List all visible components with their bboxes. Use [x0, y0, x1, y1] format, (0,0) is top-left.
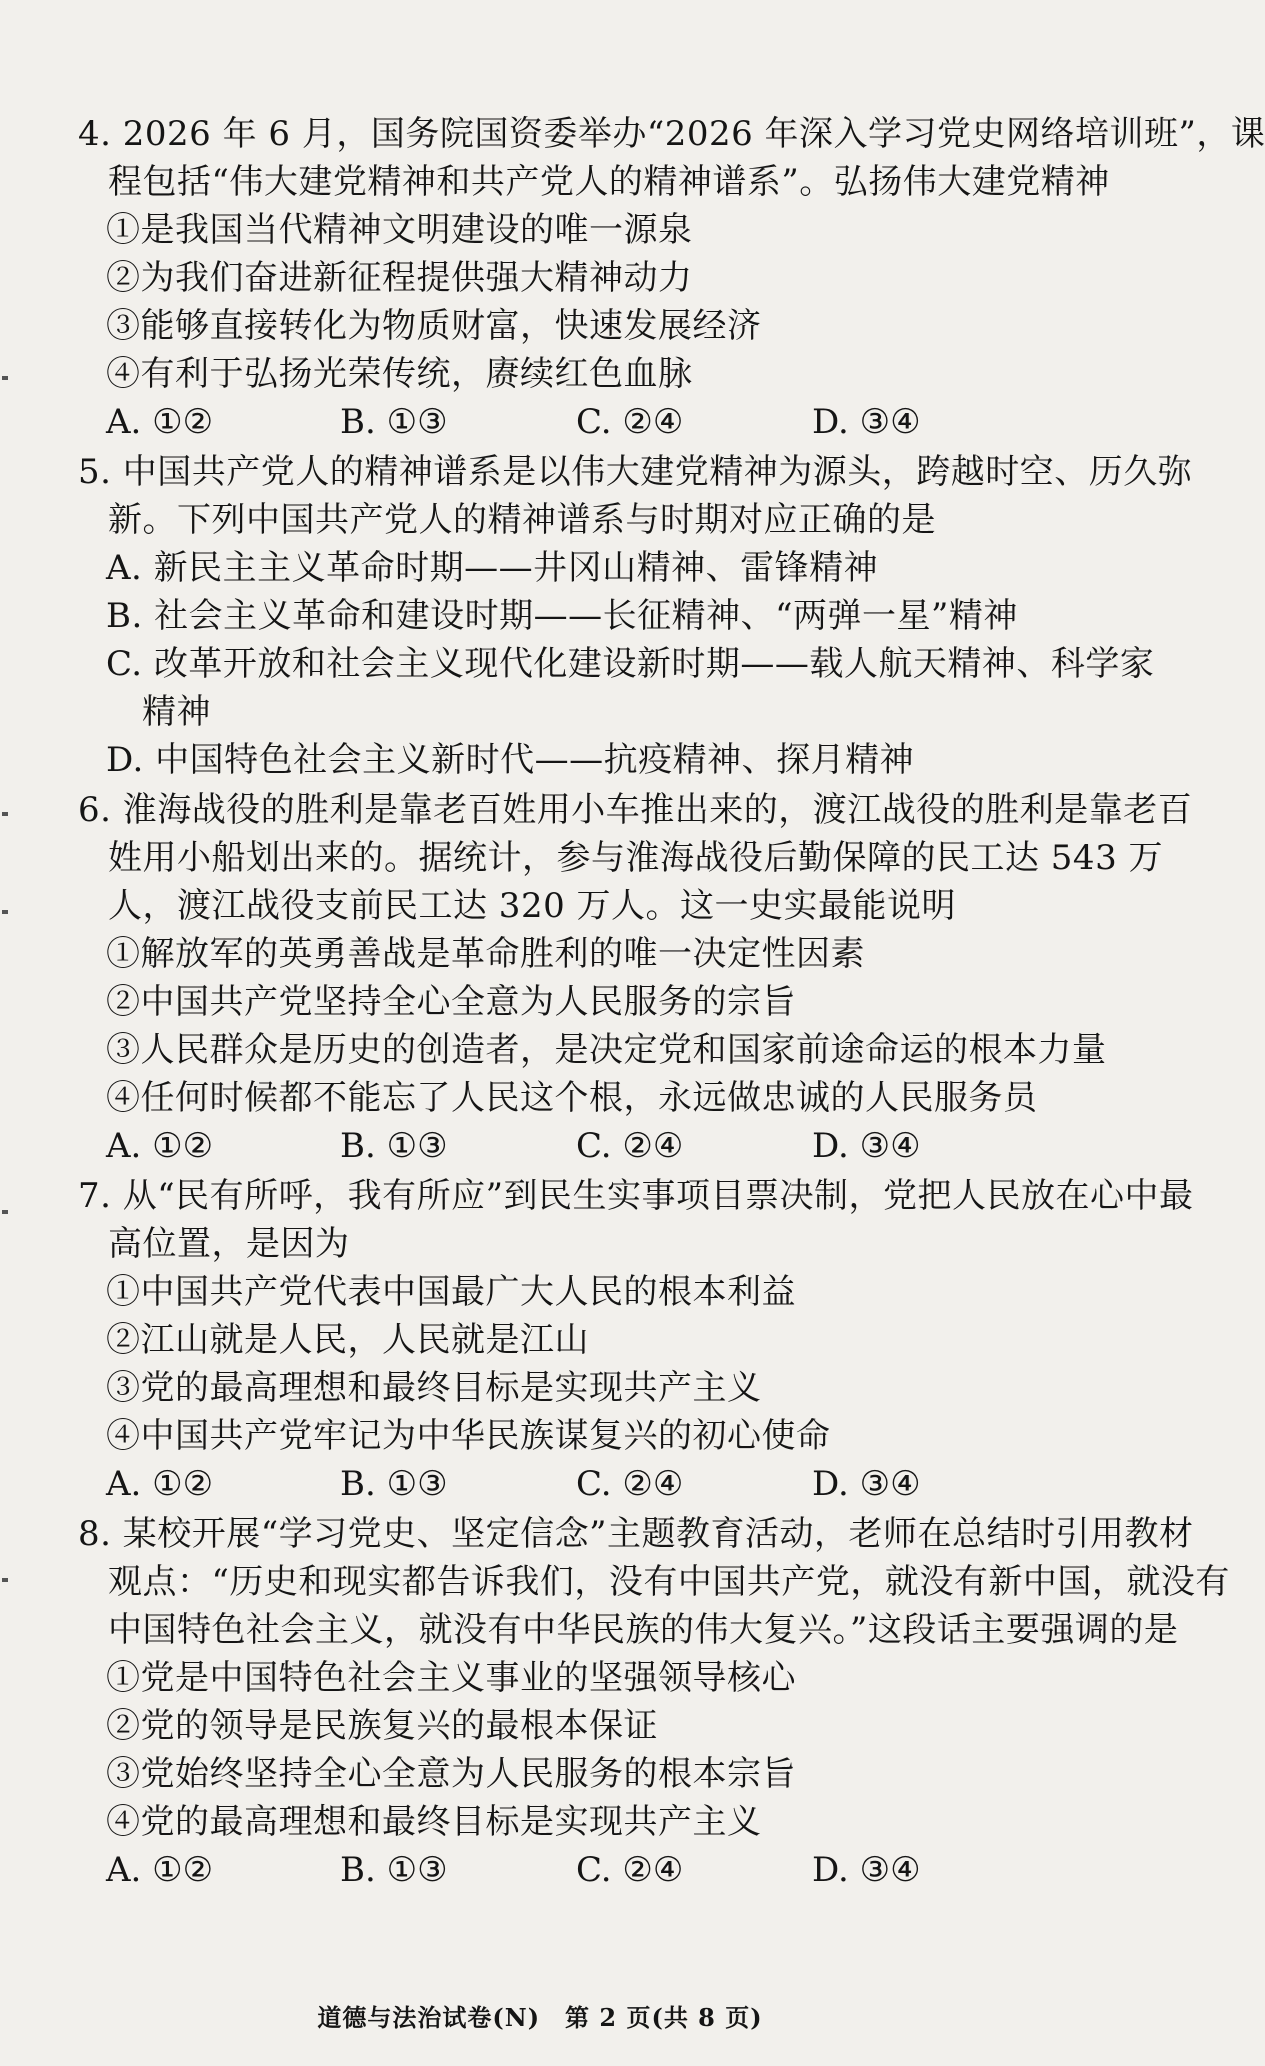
margin-mark: [2, 910, 8, 914]
choice-statement: ④有利于弘扬光荣传统，赓续红色血脉: [106, 354, 693, 394]
answer-option-c: C. ②④: [576, 1850, 684, 1890]
answer-option-d: D. ③④: [812, 402, 921, 442]
question-stem-line: 新。下列中国共产党人的精神谱系与时期对应正确的是: [108, 500, 936, 540]
question-stem-line: 人，渡江战役支前民工达 320 万人。这一史实最能说明: [108, 886, 957, 926]
choice-statement: ④中国共产党牢记为中华民族谋复兴的初心使命: [106, 1416, 831, 1456]
answer-options: [106, 1462, 976, 1506]
margin-mark: [2, 376, 8, 380]
choice-statement: ④任何时候都不能忘了人民这个根，永远做忠诚的人民服务员: [106, 1078, 1038, 1118]
answer-option-a: A. ①②: [106, 402, 214, 442]
question-stem-line: 高位置，是因为: [108, 1224, 350, 1264]
choice-statement: ①中国共产党代表中国最广大人民的根本利益: [106, 1272, 796, 1312]
choice-statement: ①党是中国特色社会主义事业的坚强领导核心: [106, 1658, 796, 1698]
choice-statement: ③人民群众是历史的创造者，是决定党和国家前途命运的根本力量: [106, 1030, 1107, 1070]
answer-option-c: C. ②④: [576, 402, 684, 442]
answer-options: [106, 400, 976, 444]
answer-option-c-continued: 精神: [142, 692, 211, 732]
answer-option-c: C. ②④: [576, 1464, 684, 1504]
margin-mark: [2, 1210, 8, 1214]
answer-option-d: D. ③④: [812, 1464, 921, 1504]
answer-option-a: A. ①②: [106, 1464, 214, 1504]
answer-option-a: A. 新民主主义革命时期——井冈山精神、雷锋精神: [106, 548, 879, 588]
answer-option-b: B. ①③: [340, 402, 448, 442]
answer-option-b: B. ①③: [340, 1126, 448, 1166]
answer-option-b: B. 社会主义革命和建设时期——长征精神、“两弹一星”精神: [106, 596, 1018, 636]
question-stem-line: 5. 中国共产党人的精神谱系是以伟大建党精神为源头，跨越时空、历久弥: [78, 452, 1193, 492]
question-stem-line: 6. 淮海战役的胜利是靠老百姓用小车推出来的，渡江战役的胜利是靠老百: [78, 790, 1193, 830]
answer-option-b: B. ①③: [340, 1850, 448, 1890]
question-stem-line: 中国特色社会主义，就没有中华民族的伟大复兴。”这段话主要强调的是: [108, 1610, 1179, 1650]
page-footer: 道德与法治试卷(N) 第 2 页(共 8 页): [317, 2003, 763, 2032]
answer-options: [106, 1848, 976, 1892]
choice-statement: ③党的最高理想和最终目标是实现共产主义: [106, 1368, 762, 1408]
question-stem-line: 观点：“历史和现实都告诉我们，没有中国共产党，就没有新中国，就没有: [108, 1562, 1230, 1602]
answer-option-d: D. ③④: [812, 1126, 921, 1166]
question-stem-line: 7. 从“民有所呼，我有所应”到民生实事项目票决制，党把人民放在心中最: [78, 1176, 1194, 1216]
choice-statement: ②为我们奋进新征程提供强大精神动力: [106, 258, 693, 298]
choice-statement: ③党始终坚持全心全意为人民服务的根本宗旨: [106, 1754, 796, 1794]
question-stem-line: 8. 某校开展“学习党史、坚定信念”主题教育活动，老师在总结时引用教材: [78, 1514, 1194, 1554]
margin-mark: [2, 1578, 8, 1582]
choice-statement: ①解放军的英勇善战是革命胜利的唯一决定性因素: [106, 934, 865, 974]
choice-statement: ②江山就是人民，人民就是江山: [106, 1320, 589, 1360]
answer-option-b: B. ①③: [340, 1464, 448, 1504]
margin-mark: [2, 812, 8, 816]
answer-option-d: D. ③④: [812, 1850, 921, 1890]
answer-option-a: A. ①②: [106, 1126, 214, 1166]
choice-statement: ①是我国当代精神文明建设的唯一源泉: [106, 210, 693, 250]
question-stem-line: 姓用小船划出来的。据统计，参与淮海战役后勤保障的民工达 543 万: [108, 838, 1164, 878]
answer-option-c: C. 改革开放和社会主义现代化建设新时期——载人航天精神、科学家: [106, 644, 1155, 684]
question-stem-line: 4. 2026 年 6 月，国务院国资委举办“2026 年深入学习党史网络培训班”，课: [78, 114, 1265, 154]
answer-option-c: C. ②④: [576, 1126, 684, 1166]
answer-option-d: D. 中国特色社会主义新时代——抗疫精神、探月精神: [106, 740, 915, 780]
choice-statement: ②党的领导是民族复兴的最根本保证: [106, 1706, 658, 1746]
question-stem-line: 程包括“伟大建党精神和共产党人的精神谱系”。弘扬伟大建党精神: [108, 162, 1110, 202]
choice-statement: ④党的最高理想和最终目标是实现共产主义: [106, 1802, 762, 1842]
answer-option-a: A. ①②: [106, 1850, 214, 1890]
choice-statement: ②中国共产党坚持全心全意为人民服务的宗旨: [106, 982, 796, 1022]
choice-statement: ③能够直接转化为物质财富，快速发展经济: [106, 306, 762, 346]
answer-options: [106, 1124, 976, 1168]
